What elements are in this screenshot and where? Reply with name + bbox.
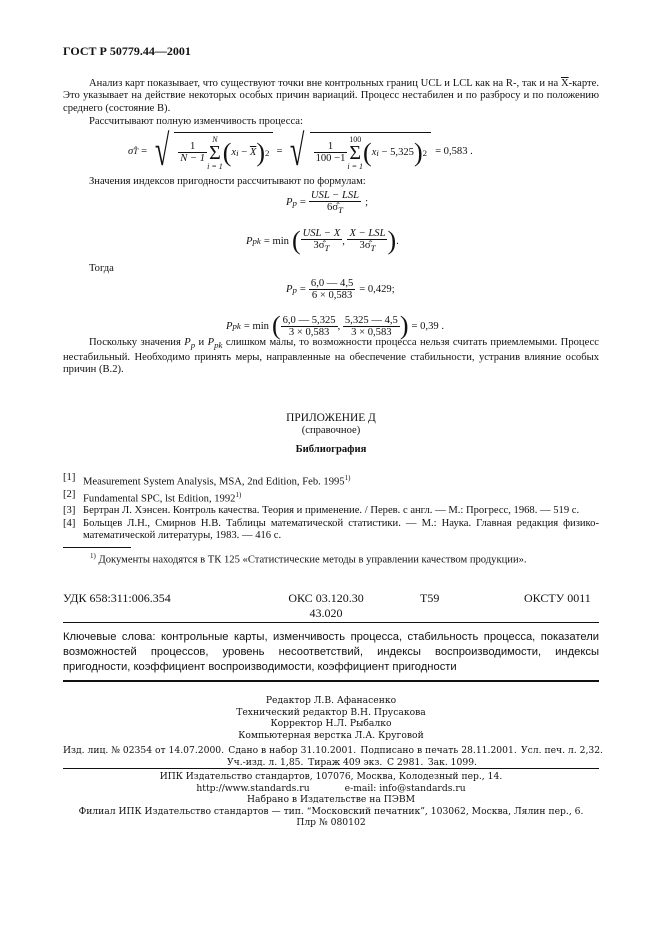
keywords: Ключевые слова: контрольные карты, изменчивость процесса, стабильность процесса, показатели возможностей процессов, уровень несоответствий, индексы воспроизводимости, индексы пригодности, коэффициент воспроизводимости, коэффициент пригодности <box>63 631 599 673</box>
conclusion-p: P <box>184 337 191 348</box>
ppkv-result: = 0,39 . <box>411 320 444 332</box>
document-header: ГОСТ Р 50779.44—2001 <box>63 44 191 58</box>
analysis-text-head: Анализ карт показывает, что существуют точки вне контрольных границ UCL и LCL как на R-, так и на <box>89 78 559 89</box>
conclusion-pk-sub: pk <box>214 340 223 351</box>
sigma-lhs: σ̂ <box>128 145 134 157</box>
pub-sheets: Уч.-изд. л. 1,85. <box>227 757 304 768</box>
order-no: Зак. 1099. <box>427 757 477 768</box>
analysis-text-rest: -карте. Это указывает на действие некоторых особых причин вариаций. Процесс нестабилен и по разбросу и по положению среднего (состояние В). <box>63 78 599 114</box>
pp-den: 6σ̂ <box>327 202 339 213</box>
ppk-lhs: P <box>246 235 253 247</box>
bib-sup: 1) <box>235 490 242 499</box>
t-code: Т59 <box>420 591 440 605</box>
sum-icon-2: 100 Σ i = 1 <box>347 134 364 171</box>
sum-top: N <box>212 134 218 144</box>
paragraph-conclusion <box>63 337 599 376</box>
ppk-den1-sub: T <box>324 243 330 254</box>
bib-no: [4] <box>63 517 76 529</box>
bib-item <box>63 472 599 489</box>
imprint-line-1 <box>63 745 603 756</box>
bib-no: [3] <box>63 505 76 517</box>
footnote-text: Документы находятся в ТК 125 «Статистические методы в управлении качеством продукции». <box>98 554 527 566</box>
xi: x <box>231 147 237 158</box>
bib-item <box>63 505 599 517</box>
oks-line-2: 43.020 <box>309 606 343 620</box>
paragraph-analysis <box>63 78 599 115</box>
print-sheets: Усл. печ. л. 2,32. <box>520 745 603 756</box>
square: 2 <box>265 147 270 158</box>
bib-item <box>63 489 599 506</box>
circulation: Тираж 409 экз. <box>308 757 383 768</box>
sqrt-icon: √ <box>154 126 170 175</box>
appendix-subtitle: (справочное) <box>301 425 361 436</box>
conclusion-pk: P <box>207 337 215 348</box>
pp-num: USL − LSL <box>310 190 360 201</box>
footnote <box>90 552 610 566</box>
sum-bottom: i = 1 <box>207 161 223 171</box>
ppv-num: 6,0 — 4,5 <box>310 278 354 289</box>
sigma-result: = 0,583 . <box>435 145 473 157</box>
formula-ppk: P pk = min ( $\frac{\text{USL − X}}{3\sigmâ_T}$ , $\frac{\text{X − LSL}}{3\sigmâ_T}$ ) . <box>246 226 399 255</box>
frac-one: 1 <box>178 141 207 153</box>
formula-ppk-value: P pk = min ( $\frac{6,0 — 5,325}{3 \times 0,583}$ , $\frac{5,325 — 4,5}{3 \times 0,583}$ ) = 0,39 . <box>226 311 444 340</box>
frac-one-2: 1 <box>314 141 348 153</box>
conclusion-a: Поскольку значения <box>89 337 181 348</box>
paragraph-total-variability: Рассчитывают полную изменчивость процесса: <box>89 116 303 127</box>
ppk-den1: 3σ̂ <box>313 240 325 252</box>
imprint-rule <box>63 768 599 769</box>
bib-no: [1] <box>63 472 76 483</box>
tech-editor: Технический редактор В.Н. Прусакова <box>236 706 426 718</box>
ppkv-lhs: P <box>226 320 233 332</box>
submitted: Сдано в набор 31.10.2001. <box>228 745 357 756</box>
bibliography-list <box>63 472 599 542</box>
xi-sub-2: i <box>376 147 379 158</box>
imprint-editors <box>63 695 599 741</box>
footnote-rule <box>63 547 131 548</box>
keywords-rule-bottom <box>63 680 599 682</box>
conclusion-p-sub: p <box>190 340 196 351</box>
ppk-lhs-sub: pk <box>252 236 261 246</box>
code-c: С 2981. <box>386 757 424 768</box>
frac-nden-2: 100 −1 <box>315 153 346 164</box>
frac-nden: N − 1 <box>180 153 206 164</box>
imprint-publisher <box>63 771 599 829</box>
bib-text: Бертран Л. Хэнсен. Контроль качества. Теория и применение. / Перев. с англ. — М.: Прогресс, 1968. — 519 с. <box>83 505 580 517</box>
ppkv-num2: 5,325 — 4,5 <box>344 314 398 326</box>
conclusion-and: и <box>198 337 205 348</box>
ppkv-lhs-sub: pk <box>232 321 241 331</box>
bib-text: Больщев Л.Н., Смирнов Н.В. Таблицы математической статистики. — М.: Наука. Главная редакция физико-математической литературы, 1983. — 416 с. <box>83 517 599 541</box>
sum-top-2: 100 <box>349 134 362 144</box>
paragraph-then: Тогда <box>89 263 114 274</box>
publisher: ИПК Издательство стандартов, 107076, Москва, Колодезный пер., 14. <box>159 771 503 782</box>
plr-number: Плр № 080102 <box>296 817 366 828</box>
bib-item <box>63 518 599 542</box>
sum-icon: N Σ i = 1 <box>207 134 223 171</box>
conclusion-b: слишком малы, то возможности процесса нельзя считать приемлемыми. Процесс нестабильный. Необходимо принять меры, направленные на обеспечение стабильности, устранив влияние особых причин (В.2). <box>63 337 599 375</box>
bib-text: Measurement System Analysis, MSA, 2nd Edition, Feb. 1995 <box>83 476 345 488</box>
website: http://www.standards.ru <box>196 782 310 794</box>
signed: Подписано в печать 28.11.2001. <box>360 745 517 756</box>
editor: Редактор Л.В. Афанасенко <box>265 695 397 706</box>
xbar-double: $\overline{X}$ <box>249 147 257 158</box>
license: Изд. лиц. № 02354 от 14.07.2000. <box>63 745 225 756</box>
mean-constant: 5,325 <box>390 147 414 158</box>
sigma-lhs-sub: T <box>133 146 139 156</box>
ppk-min: = min <box>263 235 289 247</box>
xbar-symbol: $\overline{X}$ <box>560 78 569 89</box>
bib-no: [2] <box>63 488 76 500</box>
oks-code <box>276 591 376 621</box>
ppv-den: 6 × 0,583 <box>311 290 353 301</box>
formula-sigma: σ̂ T = √ $\frac{1}{N - 1}$ N Σ i = 1 ( x i − $\overline{X}$ ) 2 = √ $\frac{1}{100 -1}$ 100 Σ i = 1 ( x i − 5,325 ) 2 = 0,583 . <box>128 126 473 175</box>
sum-bottom-2: i = 1 <box>347 161 364 171</box>
bib-sup: 1) <box>344 474 351 482</box>
minus: − <box>241 147 248 158</box>
ppk-tail: . <box>396 235 399 247</box>
oks-line-1: ОКС 03.120.30 <box>288 591 364 605</box>
bibliography-heading: Библиография <box>295 444 367 455</box>
email: e-mail: info@standards.ru <box>344 782 466 794</box>
okstu-code: ОКСТУ 0011 <box>524 591 591 605</box>
paragraph-indices: Значения индексов пригодности рассчитывают по формулам: <box>89 176 366 187</box>
ppv-lhs: P <box>286 284 293 295</box>
ppk-den2-sub: T <box>370 243 376 254</box>
layout-artist: Компьютерная верстка Л.А. Круговой <box>238 729 424 741</box>
printing-branch: Филиал ИПК Издательство стандартов — тип. “Московский печатник”, 103062, Москва, Лялин пер., 6. <box>78 805 584 817</box>
udk-code: УДК 658:311:006.354 <box>63 591 171 605</box>
appendix-title: ПРИЛОЖЕНИЕ Д <box>286 412 376 424</box>
ppkv-min: = min <box>243 320 269 332</box>
formula-pp-value: P p = $\frac{6,0 — 4,5}{6 \times 0,583}$ = 0,429; <box>286 278 395 301</box>
typeset: Набрано в Издательстве на ПЭВМ <box>246 794 416 805</box>
keywords-rule-top <box>63 622 599 623</box>
ppkv-den2: 3 × 0,583 <box>351 326 392 338</box>
footnote-mark: 1) <box>90 552 96 560</box>
formula-pp: P p = $\frac{\text{USL − LSL}}{6\sigmâ_T}$ ; <box>286 190 369 216</box>
ppk-num1: USL − X <box>302 228 341 240</box>
square-2: 2 <box>422 147 428 158</box>
pp-den-sub: T <box>338 205 343 216</box>
ppkv-num1: 6,0 — 5,325 <box>282 314 336 326</box>
ppkv-den1: 3 × 0,583 <box>288 326 330 338</box>
corrector: Корректор Н.Л. Рыбалко <box>270 718 392 729</box>
ppv-lhs-sub: p <box>292 284 297 295</box>
ppv-result: = 0,429; <box>359 284 395 295</box>
imprint-line-2 <box>227 757 477 768</box>
pp-tail: ; <box>365 197 369 209</box>
pp-lhs: P <box>286 197 293 209</box>
pp-lhs-sub: p <box>292 197 297 208</box>
sqrt-icon-2: √ <box>290 126 305 175</box>
bib-text: Fundamental SPC, lst Edition, 1992 <box>83 493 236 505</box>
ppk-num2: X − LSL <box>349 228 386 240</box>
xi-2: x <box>371 147 377 158</box>
xi-sub: i <box>236 147 239 158</box>
ppk-den2: 3σ̂ <box>359 240 371 252</box>
